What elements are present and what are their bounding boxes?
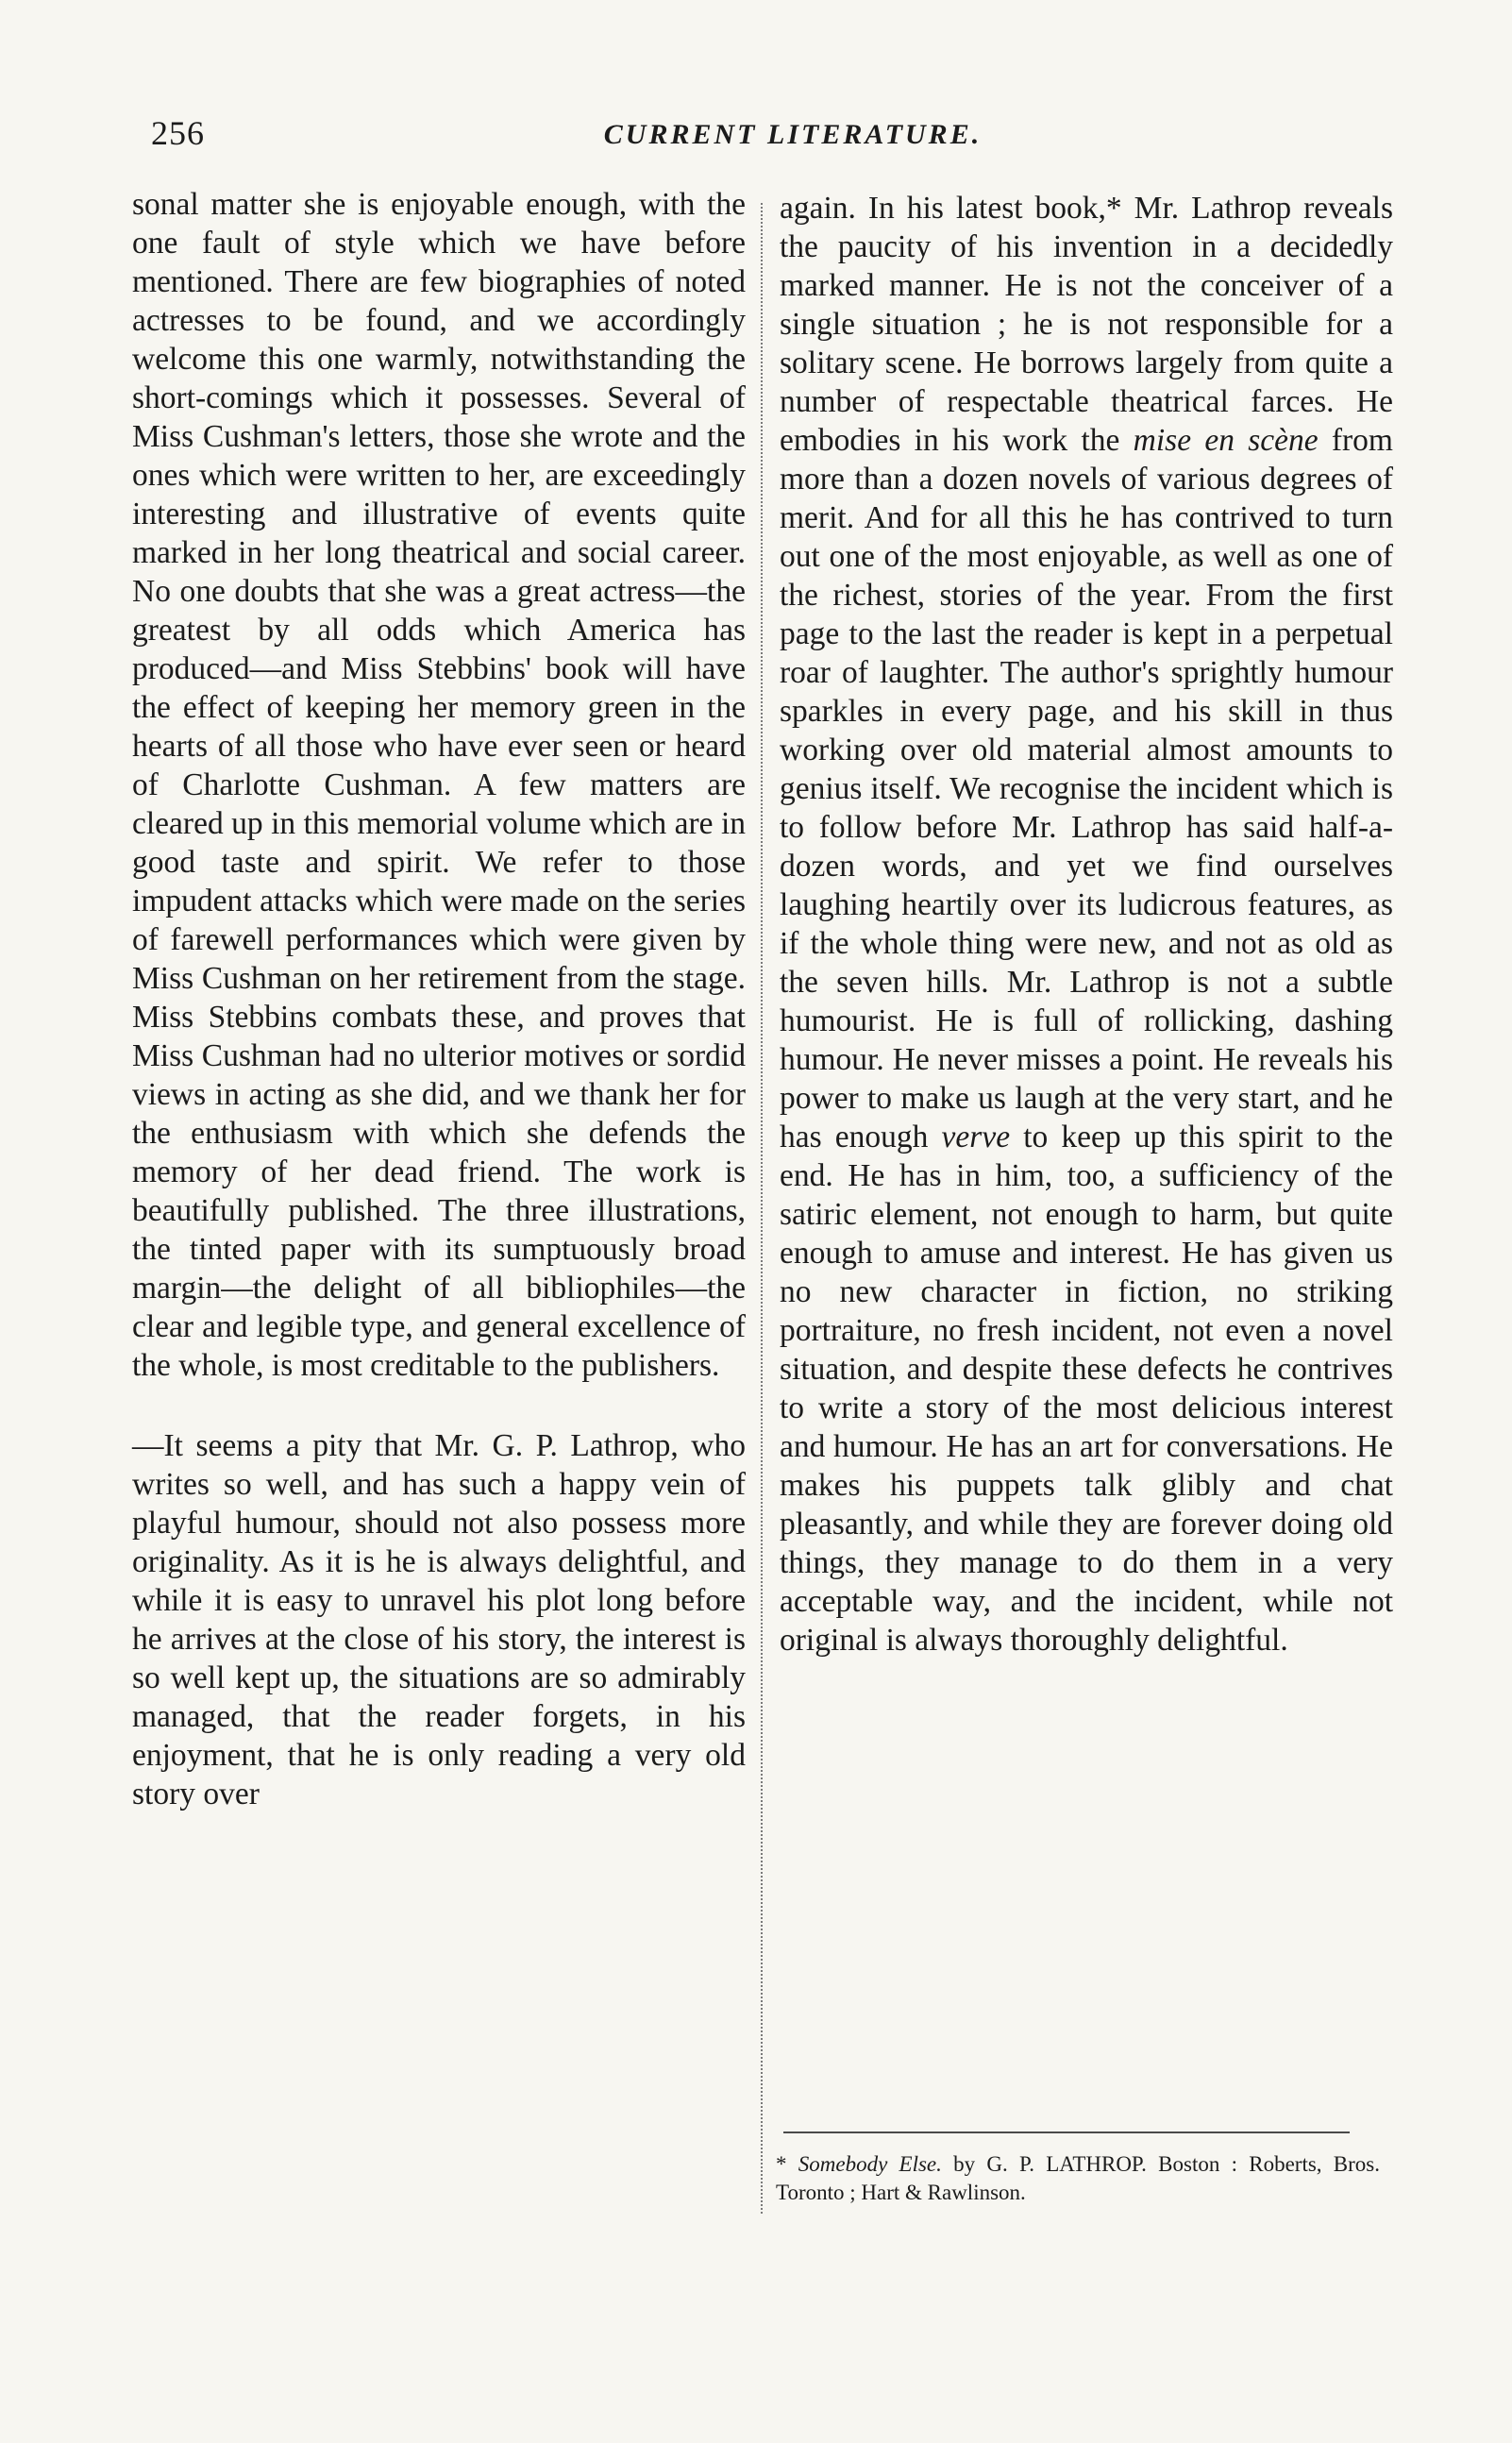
column-divider — [761, 203, 763, 2214]
text-segment: from more than a dozen novels of various degrees of merit. And for all this he has contrived to turn out one of the most enjoyable, as well as one of the richest, stories of the year. From the first page to the last the reader is kept in a perpetual roar of laughter. The author's sprightly humour sparkles in every page, and his skill in thus working over old material almost amounts to genius itself. We recognise the incident which is to follow before Mr. Lathrop has said half-a-dozen words, and yet we find ourselves laughing heartily over its ludicrous features, as if the whole thing were new, and not as old as the seven hills. Mr. Lathrop is not a subtle humourist. He is full of rollicking, dashing humour. He never misses a point. He reveals his power to make us laugh at the very start, and he has enough — [780, 423, 1393, 1154]
italic-phrase: mise en scène — [1133, 423, 1319, 458]
text-segment: to keep up this spirit to the end. He has in him, too, a sufficiency of the satiric element, not enough to harm, but quite enough to amuse and interest. He has given us no new character in fiction, no striking portraiture, no fresh incident, not even a novel situation, and despite these defects he contrives to write a story of the most delicious interest and humour. He has an art for conversations. He makes his puppets talk glibly and chat pleasantly, and while they are forever doing old things, they manage to do them in a very acceptable way, and the incident, while not original is always thoroughly delightful. — [780, 1120, 1394, 1658]
right-column — [780, 189, 1393, 1660]
left-column — [132, 185, 746, 1813]
footnote-details: by G. P. LATHROP. Boston : Roberts, Bros. Toronto ; Hart & Rawlinson. — [776, 2152, 1380, 2204]
footnote-book-title: Somebody Else. — [798, 2152, 942, 2176]
footnote — [776, 2150, 1380, 2207]
text-segment: again. In his latest book,* Mr. Lathrop reveals the paucity of his invention in a decidedly marked manner. He is not the conceiver of a single situation ; he is not responsible for a solitary scene. He borrows largely from quite a number of respectable theatrical farces. He embodies in his work the — [780, 191, 1393, 458]
footnote-rule — [783, 2131, 1350, 2133]
page-number: 256 — [151, 114, 205, 152]
review-paragraph-lathrop-continued — [780, 189, 1393, 1660]
review-paragraph-lathrop-intro: —It seems a pity that Mr. G. P. Lathrop, who writes so well, and has such a happy vein of playful humour, should not also possess more originality. As it is he is always delightful, and while it is easy to unravel his plot long before he arrives at the close of his story, the interest is so well kept up, the situations are so admirably managed, that the reader forgets, in his enjoyment, that he is only reading a very old story over — [132, 1428, 746, 1811]
running-head: CURRENT LITERATURE. — [603, 119, 983, 150]
review-paragraph-cushman: sonal matter she is enjoyable enough, with the one fault of style which we have before mentioned. There are few biographies of noted actresses to be found, and we accordingly welcome this one warmly, notwithstanding the short-comings which it possesses. Several of Miss Cushman's letters, those she wrote and the ones which were written to her, are exceedingly interesting and illustrative of events quite marked in her long theatrical and social career. No one doubts that she was a great actress—the greatest by all odds which America has produced—and Miss Stebbins' book will have the effect of keeping her memory green in the hearts of all those who have ever seen or heard of Charlotte Cushman. A few matters are cleared up in this memorial volume which are in good taste and spirit. We refer to those impudent attacks which were made on the series of farewell performances which were given by Miss Cushman on her retirement from the stage. Miss Stebbins combats these, and proves that Miss Cushman had no ulterior motives or sordid views in acting as she did, and we thank her for the enthusiasm with which she defends the memory of her dead friend. The work is beautifully published. The three illustrations, the tinted paper with its sumptuously broad margin—the delight of all bibliophiles—the clear and legible type, and general excellence of the whole, is most creditable to the publishers. — [132, 187, 746, 1383]
italic-word: verve — [941, 1120, 1011, 1154]
footnote-marker: * — [776, 2152, 787, 2176]
